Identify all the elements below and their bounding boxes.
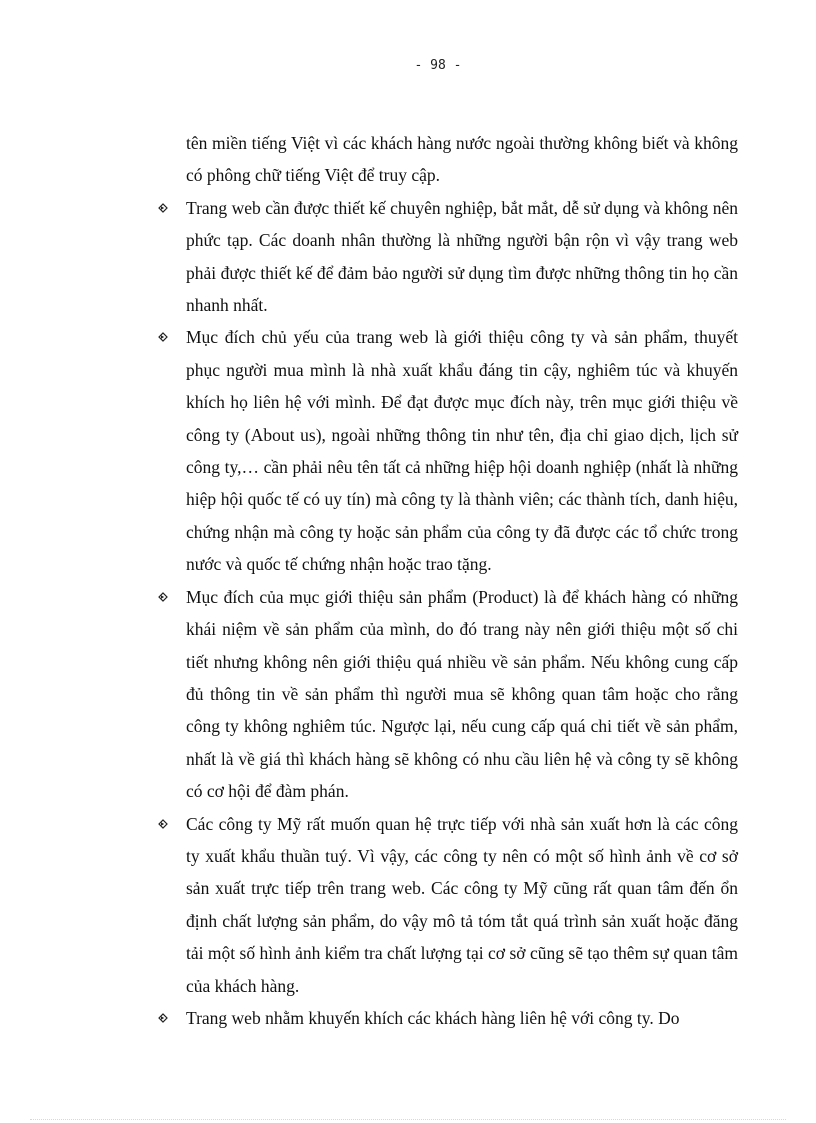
bullet-item [186,581,738,808]
bullet-text: Mục đích của mục giới thiệu sản phẩm (Product) là để khách hàng có những khái niệm về sản phẩm của mình, do đó trang này nên giới thiệu một số chi tiết nhưng không nên giới thiệu quá nhiều về sản phẩm. Nếu không cung cấp đủ thông tin về sản phẩm thì người mua sẽ không quan tâm hoặc cho rằng công ty không nghiêm túc. Ngược lại, nếu cung cấp quá chi tiết về sản phẩm, nhất là về giá thì khách hàng sẽ không có nhu cầu liên hệ và công ty sẽ không có cơ hội để đàm phán. [186,586,738,802]
bullet-item [186,192,738,322]
bullet-text: Trang web nhằm khuyến khích các khách hàng liên hệ với công ty. Do [186,1007,680,1028]
page-number: - 98 - [414,58,462,73]
bullet-text: Mục đích chủ yếu của trang web là giới thiệu công ty và sản phẩm, thuyết phục người mua mình là nhà xuất khẩu đáng tin cậy, nghiêm túc và khuyến khích họ liên hệ với mình. Để đạt được mục đích này, trên mục giới thiệu về công ty (About us), ngoài những thông tin như tên, địa chỉ giao dịch, lịch sử công ty,… cần phải nêu tên tất cả những hiệp hội doanh nghiệp (nhất là những hiệp hội quốc tế có uy tín) mà công ty là thành viên; các thành tích, danh hiệu, chứng nhận mà công ty hoặc sản phẩm của công ty đã được các tổ chức trong nước và quốc tế chứng nhận hoặc trao tặng. [186,327,738,575]
intro-paragraph: tên miền tiếng Việt vì các khách hàng nước ngoài thường không biết và không có phông chữ tiếng Việt để truy cập. [186,133,738,186]
page-bottom-divider [30,1119,786,1120]
diamond-arrow-bullet-icon [158,203,168,213]
diamond-arrow-bullet-icon [158,332,168,342]
bullet-item [186,321,738,580]
diamond-arrow-bullet-icon [158,592,168,602]
diamond-arrow-bullet-icon [158,819,168,829]
bullet-item [186,808,738,1002]
document-body [186,127,738,1034]
bullet-text: Trang web cần được thiết kế chuyên nghiệp, bắt mắt, dễ sử dụng và không nên phức tạp. Các doanh nhân thường là những người bận rộn vì vậy trang web phải được thiết kế để đảm bảo người sử dụng tìm được những thông tin họ cần nhanh nhất. [186,197,738,316]
bullet-item [186,1002,738,1034]
bullet-text: Các công ty Mỹ rất muốn quan hệ trực tiếp với nhà sản xuất hơn là các công ty xuất khẩu thuần tuý. Vì vậy, các công ty nên có một số hình ảnh về cơ sở sản xuất trực tiếp trên trang web. Các công ty Mỹ cũng rất quan tâm đến ổn định chất lượng sản phẩm, do vậy mô tả tóm tắt quá trình sản xuất hoặc đăng tải một số hình ảnh kiểm tra chất lượng tại cơ sở cũng sẽ tạo thêm sự quan tâm của khách hàng. [186,813,738,996]
diamond-arrow-bullet-icon [158,1013,168,1023]
